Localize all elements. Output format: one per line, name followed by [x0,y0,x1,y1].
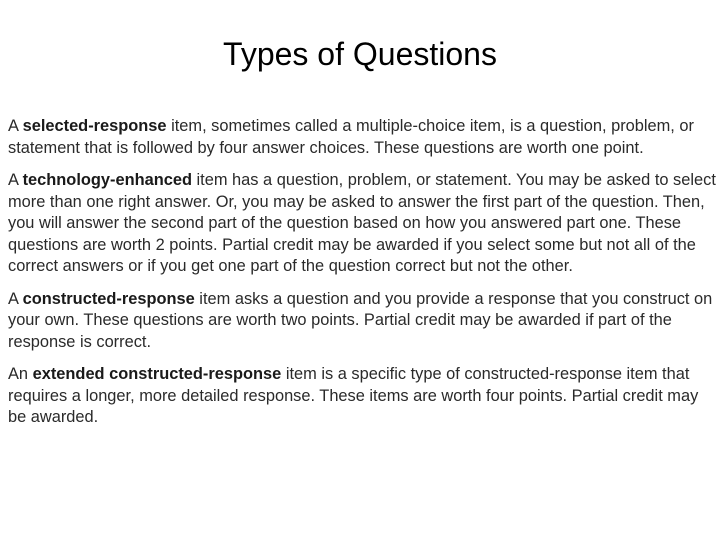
paragraph-body: item asks a question and you provide a response that you construct on your own. These questions are worth two points. Partial credit may be awarded if part of the response is correct. [8,289,713,351]
term-extended-constructed-response: extended constructed-response [32,365,282,383]
paragraph-body: item, sometimes called a multiple-choice item, is a question, problem, or statement that is followed by four answer choices. These questions are worth one point. [8,117,694,157]
paragraph-technology-enhanced [8,170,716,278]
paragraph-prefix: A [8,289,23,308]
paragraph-prefix: A [8,171,23,189]
paragraph-prefix: A [8,117,23,135]
paragraph-extended-constructed-response [8,364,716,429]
paragraph-selected-response [8,116,716,159]
question-types-content [8,116,716,440]
term-technology-enhanced: technology-enhanced [22,171,192,189]
paragraph-constructed-response [8,289,716,354]
paragraph-body: item has a question, problem, or statement. You may be asked to select more than one right answer. Or, you may be asked to answer the first part of the question. Then, you will answer the second part of the question based on how you answered part one. These questions are worth 2 points. Partial credit may be awarded if you select some but not all of the correct answers or if you get one part of the question correct but not the other. [8,171,716,275]
paragraph-body: item is a specific type of constructed-response item that requires a longer, more detailed response. These items are worth four points. Partial credit may be awarded. [8,365,699,426]
slide-title: Types of Questions [223,36,497,72]
term-constructed-response: constructed-response [22,289,195,308]
term-selected-response: selected-response [22,117,167,135]
paragraph-prefix: An [8,365,33,383]
